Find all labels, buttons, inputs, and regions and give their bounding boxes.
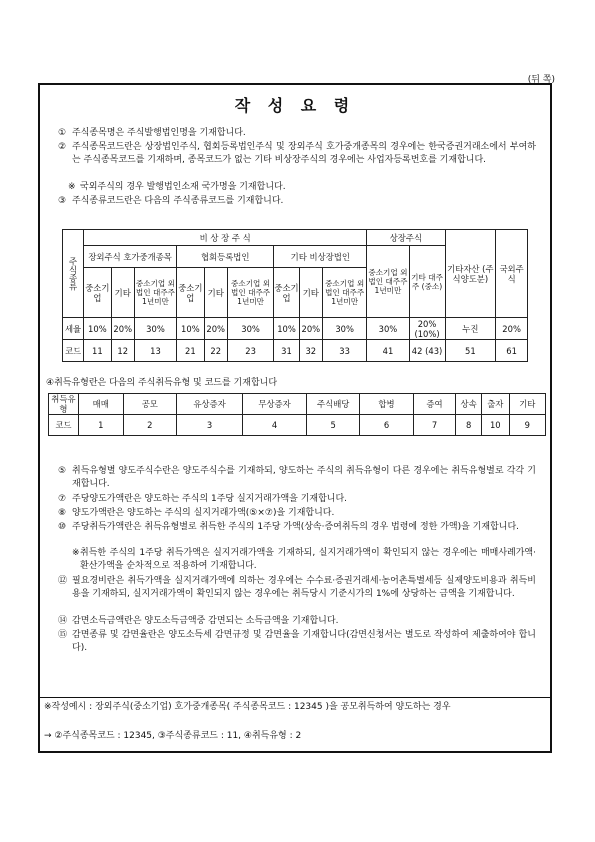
rate-cell: 20% [204, 318, 227, 340]
code-label: 코드 [63, 340, 84, 362]
col-sme: 중소기업 [274, 268, 299, 318]
acq-type-cell: 기타 [509, 394, 545, 415]
example-divider [40, 697, 550, 698]
col-sme: 중소기업 [84, 268, 111, 318]
code-cell: 31 [274, 340, 299, 362]
acq-code-cell: 9 [509, 415, 545, 436]
rate-cell: 30% [134, 318, 176, 340]
item-12: ⑫ 필요경비란은 취득가액을 실지거래가액에 의하는 경우에는 수수료·증권거래세·농어촌특별세등 실제양도비용과 취득비용을 기재하되, 실지거래가액이 확인되지 않는 경우에는 취득당시 기준시가의 1%에 상당하는 금액을 기재합니다. [58, 576, 536, 599]
item-10: ⑩ 주당취득가액란은 취득유형별로 취득한 주식의 1주당 가액(상속·증여취득의 경우 법령에 정한 가액)을 기재합니다. [58, 522, 520, 532]
acq-code-cell: 1 [78, 415, 123, 436]
acq-code-cell: 4 [243, 415, 307, 436]
acq-type-cell: 주식배당 [307, 394, 360, 415]
col-etc: 기타 [299, 268, 322, 318]
code-cell: 12 [111, 340, 134, 362]
association-subhead: 협회등록법인 [177, 246, 274, 268]
item-15: ⑮ 감면종류 및 감면율란은 양도소득세 감면규정 및 감면율을 기재합니다(감면신청서는 별도로 작성하여 제출하여야 합니다). [58, 630, 536, 653]
acq-type-cell: 증여 [413, 394, 456, 415]
stock-type-row-head: 주식종류 [63, 230, 84, 318]
listed-group-head: 상장주식 [367, 230, 445, 246]
acq-type-cell: 합병 [360, 394, 413, 415]
rate-cell: 30% [367, 318, 409, 340]
col-sme: 중소기업 [177, 268, 204, 318]
item-5: ⑤ 취득유형별 양도주식수란은 양도주식수를 기재하되, 양도하는 주식의 취득유형이 다른 경우에는 취득유형별로 각각 기재합니다. [58, 466, 536, 489]
acq-type-cell: 매매 [78, 394, 123, 415]
code-cell: 51 [445, 340, 496, 362]
col-etc: 기타 [204, 268, 227, 318]
acq-code-cell: 3 [176, 415, 242, 436]
code-cell: 23 [227, 340, 274, 362]
code-cell: 32 [299, 340, 322, 362]
code-cell: 21 [177, 340, 204, 362]
col-sme-under1: 중소기업 외 법인 대주주 1년미만 [322, 268, 366, 318]
rate-cell: 20% [299, 318, 322, 340]
code-cell: 61 [496, 340, 528, 362]
code-cell: 42 (43) [409, 340, 445, 362]
acq-type-cell: 무상증자 [243, 394, 307, 415]
acq-type-cell: 공모 [123, 394, 176, 415]
page-title: 작 성 요 령 [234, 96, 356, 115]
rate-cell: 30% [322, 318, 366, 340]
code-cell: 41 [367, 340, 409, 362]
item-3: ③ 주식종류코드란은 다음의 주식종류코드를 기재합니다. [58, 196, 284, 206]
rate-cell: 누진 [445, 318, 496, 340]
guidelines-frame [38, 83, 552, 753]
item-4-intro: ④취득유형란은 다음의 주식취득유형 및 코드를 기재합니다 [46, 378, 278, 388]
rate-cell: 20% [496, 318, 528, 340]
rate-cell: 20% (10%) [409, 318, 445, 340]
rate-cell: 10% [84, 318, 111, 340]
code-cell: 13 [134, 340, 176, 362]
rate-label: 세율 [63, 318, 84, 340]
other-assets-head: 기타자산 (주식양도분) [445, 230, 496, 318]
col-sme-under1: 중소기업 외 법인 대주주 1년미만 [227, 268, 274, 318]
acq-code-label: 코드 [49, 415, 79, 436]
otc-subhead: 장외주식 호가중개종목 [84, 246, 177, 268]
item-8: ⑧ 양도가액란은 양도하는 주식의 실지거래가액(⑤×⑦)을 기재합니다. [58, 508, 335, 518]
item-7: ⑦ 주당양도가액란은 양도하는 주식의 1주당 실지거래가액을 기재합니다. [58, 494, 348, 504]
acq-type-cell: 유상증자 [176, 394, 242, 415]
acq-code-cell: 2 [123, 415, 176, 436]
col-sme-under1: 중소기업 외 법인 대주주 1년미만 [134, 268, 176, 318]
listed-etc-head: 기타 대주주 (중소) [409, 246, 445, 318]
acq-code-cell: 10 [481, 415, 509, 436]
code-cell: 33 [322, 340, 366, 362]
page-side-note: (뒤 쪽) [527, 75, 555, 85]
acquisition-type-table [48, 393, 546, 436]
acq-type-cell: 상속 [456, 394, 482, 415]
other-unlisted-subhead: 기타 비상장법인 [274, 246, 367, 268]
acq-code-cell: 7 [413, 415, 456, 436]
item-note-foreign: ※ 국외주식의 경우 발행법인소재 국가명을 기재합니다. [68, 182, 286, 192]
rate-cell: 10% [274, 318, 299, 340]
item-2: ② 주식종목코드란은 상장법인주식, 협회등록법인주식 및 장외주식 호가중개종목의 경우에는 한국증권거래소에서 부여하는 주식종목코드를 기재하며, 종목코드가 없는 기타 비상장주식의 경우에는 사업자등록번호를 기재합니다. [58, 142, 536, 165]
rate-cell: 20% [111, 318, 134, 340]
example-line-1: ※작성예시 : 장외주식(중소기업) 호가중개종목( 주식종목코드 : 12345 )을 공모취득하여 양도하는 경우 [44, 702, 451, 712]
foreign-stock-head: 국외주식 [496, 230, 528, 318]
col-etc: 기타 [111, 268, 134, 318]
item-14: ⑭ 감면소득금액란은 양도소득금액중 감면되는 소득금액을 기재합니다. [58, 616, 339, 626]
example-line-2: → ②주식종목코드 : 12345, ③주식종류코드 : 11, ④취득유형 : 2 [44, 731, 302, 741]
unlisted-group-head: 비 상 장 주 식 [84, 230, 367, 246]
item-1: ① 주식종목명은 주식발행법인명을 기재합니다. [58, 128, 246, 138]
acq-code-cell: 8 [456, 415, 482, 436]
listed-sme-head: 중소기업 외 법인 대주주 1년미만 [367, 246, 409, 318]
acq-code-cell: 5 [307, 415, 360, 436]
item-note-acq-price: ※ 취득한 주식의 1주당 취득가액은 실지거래가액을 기재하되, 실지거래가액이 확인되지 않는 경우에는 매매사례가액·환산가액을 순차적으로 적용하여 기재합니다. [72, 548, 536, 571]
stock-type-table [62, 229, 528, 362]
acq-code-cell: 6 [360, 415, 413, 436]
code-cell: 22 [204, 340, 227, 362]
rate-cell: 30% [227, 318, 274, 340]
rate-cell: 10% [177, 318, 204, 340]
acq-type-cell: 출자 [481, 394, 509, 415]
code-cell: 11 [84, 340, 111, 362]
acq-type-head: 취득유형 [49, 394, 79, 415]
